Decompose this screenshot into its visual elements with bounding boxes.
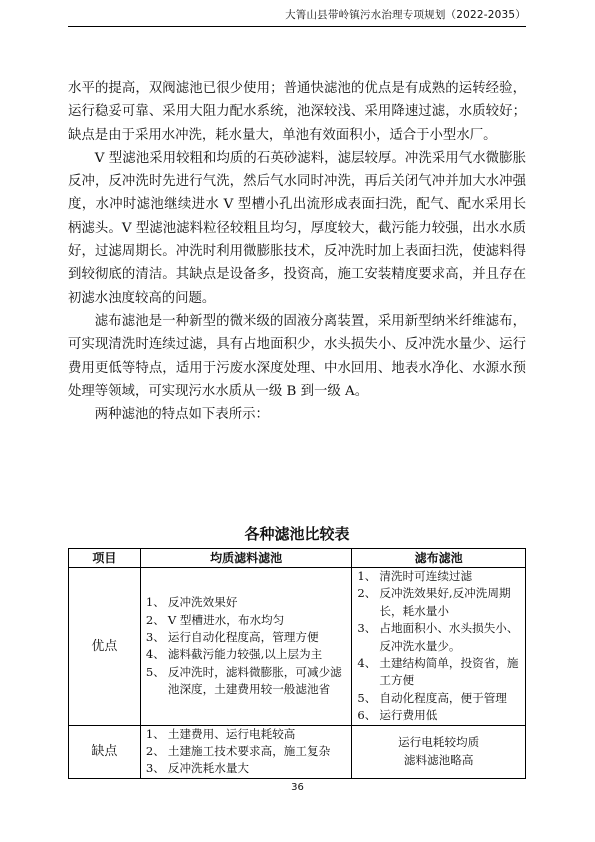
cloth-disadvantage-line-1: 运行电耗较均质 xyxy=(398,735,480,750)
list-item: 3、 反冲洗耗水量大 xyxy=(145,761,250,776)
body-text xyxy=(68,77,526,426)
list-item: 1、 土建费用、运行电耗较高 xyxy=(145,726,296,741)
comparison-table xyxy=(68,548,526,779)
list-item: 1、 反冲洗效果好 xyxy=(145,595,238,610)
table-header-row xyxy=(69,549,526,568)
row-label-advantages: 优点 xyxy=(69,568,141,726)
list-item: 2、 V 型槽进水，布水均匀 xyxy=(145,612,285,627)
advantages-cloth-cell xyxy=(352,568,526,726)
list-item: 4、 滤料截污能力较强,以上层为主 xyxy=(145,647,323,662)
list-item: 5、 反冲洗时，滤料微膨胀，可减少滤池深度，土建费用较一般滤池省 xyxy=(145,664,342,697)
advantages-uniform-cell xyxy=(140,568,352,726)
cloth-disadvantage-line-2: 滤料滤池略高 xyxy=(403,752,474,767)
list-item: 6、 运行费用低 xyxy=(357,708,438,723)
header-uniform-filter: 均质滤料滤池 xyxy=(140,549,352,568)
header-cloth-filter: 滤布滤池 xyxy=(352,549,526,568)
list-item: 3、 占地面积小、水头损失小、反冲洗水量少。 xyxy=(357,621,519,653)
table-row-disadvantages xyxy=(69,725,526,778)
list-item: 3、 运行自动化程度高，管理方便 xyxy=(145,629,319,644)
header-title: 大箐山县带岭镇污水治理专项规划（2022-2035） xyxy=(285,9,526,21)
page-number: 36 xyxy=(291,782,304,793)
row-label-disadvantages: 缺点 xyxy=(69,725,141,778)
table-row-advantages xyxy=(69,568,526,726)
paragraph-4: 两种滤池的特点如下表所示： xyxy=(94,407,269,423)
page-header xyxy=(68,6,526,27)
list-item: 2、 反冲洗效果好,反冲洗周期长，耗水量小 xyxy=(357,586,511,618)
disadvantages-uniform-cell xyxy=(140,725,352,778)
paragraph-3: 滤布滤池是一种新型的微米级的固液分离装置，采用新型纳米纤维滤布，可实现清洗时连续过滤，具有占地面积少，水头损失小、反冲洗水量少、运行费用更低等特点，适用于污废水深度处理、中水回用、地表水净化、水源水预处理等领域，可实现污水水质从一级 B 到一级 A。 xyxy=(68,313,526,399)
disadvantages-cloth-cell xyxy=(352,725,526,778)
list-item: 1、 清洗时可连续过滤 xyxy=(357,569,473,583)
header-item: 项目 xyxy=(69,549,141,568)
paragraph-2: V 型滤池采用较粗和均质的石英砂滤料，滤层较厚。冲洗采用气水微膨胀反冲，反冲洗时先进行气洗，然后气水同时冲洗，再后关闭气冲并加大水冲强度，水冲时滤池继续进水 V 型槽小孔出流形成表面扫洗，配气、配水采用长柄滤头。V 型滤池滤料粒径较粗且均匀，厚度较大，截污能力较强，出水水质好，过滤周期长。冲洗时利用微膨胀技术，反冲洗时加上表面扫洗，使滤料得到较彻底的清洁。其缺点是设备多，投资高，施工安装精度要求高，并且存在初滤水浊度较高的问题。 xyxy=(68,150,526,306)
list-item: 5、 自动化程度高，便于管理 xyxy=(357,690,507,705)
paragraph-1: 水平的提高，双阀滤池已很少使用；普通快滤池的优点是有成熟的运转经验，运行稳妥可靠、采用大阻力配水系统，池深较浅、采用降速过滤，水质较好；缺点是由于采用水冲洗，耗水量大，单池有效面积小，适合于小型水厂。 xyxy=(68,81,526,143)
list-item: 4、 土建结构简单，投资省，施工方便 xyxy=(357,656,519,688)
list-item: 2、 土建施工技术要求高，施工复杂 xyxy=(145,744,331,759)
table-caption: 各种滤池比较表 xyxy=(244,525,350,543)
